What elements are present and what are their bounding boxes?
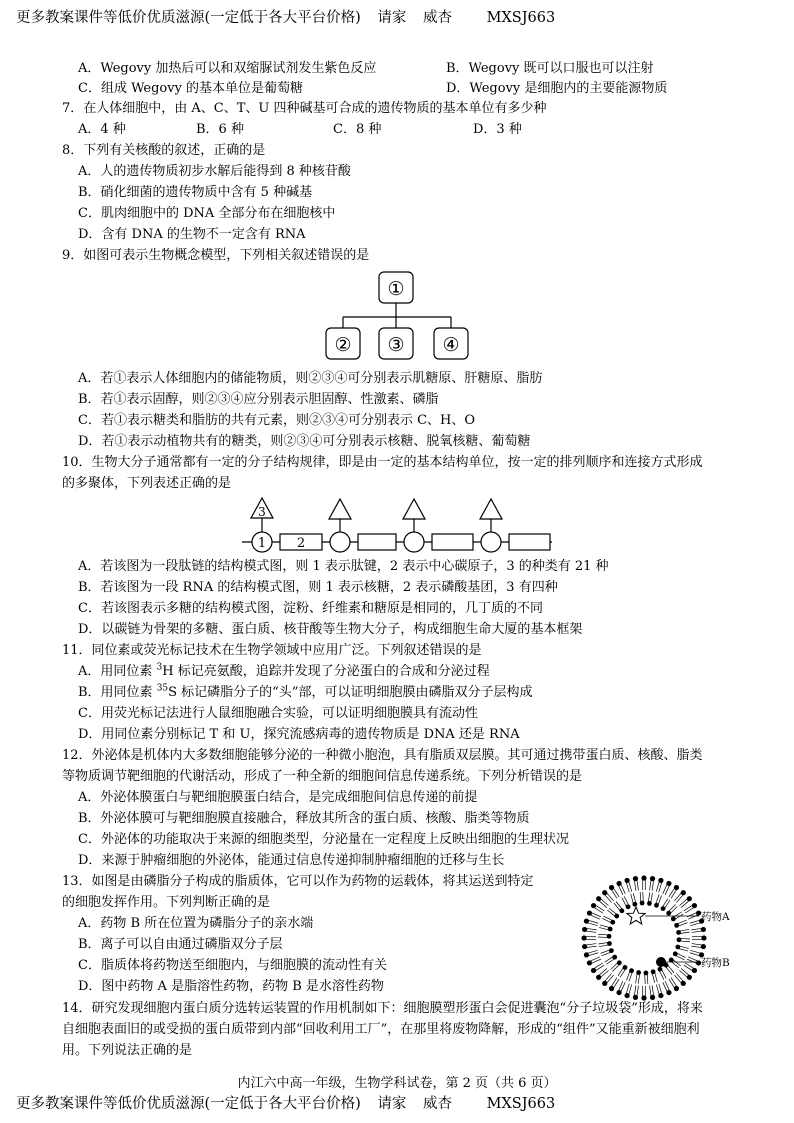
box-2-label: ②	[334, 334, 352, 356]
q6-option-c: C．组成 Wegovy 的基本单位是葡萄糖	[78, 81, 304, 96]
banner-code: MXSJ663	[486, 1096, 556, 1112]
circle-c	[404, 532, 424, 552]
banner-contact-2: 威杏	[423, 1096, 453, 1112]
page-footer: 内江六中高一年级，生物学科试卷，第 2 页（共 6 页）	[237, 1076, 557, 1091]
q14-line-3: 用。下列说法正确的是	[62, 1043, 193, 1058]
q12-stem-1: 12．外泌体是机体内大多数细胞能够分泌的一种微小胞泡，具有脂质双层膜。其可通过携带蛋白质、核酸、脂类	[62, 748, 703, 763]
banner-contact-2: 威杏	[423, 10, 453, 26]
q9-option-b: B．若①表示固醇，则②③④应分别表示胆固醇、性激素、磷脂	[78, 392, 439, 407]
q11-option-b: B．用同位素 $^{35}$S 标记磷脂分子的“头”部，可以证明细胞膜由磷脂双分子层构成	[78, 683, 533, 700]
q10-option-d: D．以碳链为骨架的多糖、蛋白质、核苷酸等生物大分子，构成细胞生命大厦的基本框架	[78, 622, 583, 637]
rect-d	[509, 534, 550, 550]
q8-option-b: B．硝化细菌的遗传物质中含有 5 种碱基	[78, 185, 313, 200]
drug-b-label: 药物B	[701, 957, 730, 969]
q10-option-a: A．若该图为一段肽链的结构模式图，则 1 表示肽键，2 表示中心碳原子，3 的种类有 21 种	[78, 559, 609, 574]
label-1: 1	[257, 536, 267, 551]
box-4-label: ④	[442, 334, 460, 356]
q8-option-a: A．人的遗传物质初步水解后能得到 8 种核苷酸	[78, 164, 351, 179]
triangle-c	[403, 499, 425, 519]
banner-text: 更多教案课件等低价优质滋源(一定低于各大平台价格)	[16, 10, 361, 26]
q10-option-b: B．若该图为一段 RNA 的结构模式图，则 1 表示核糖，2 表示磷酸基团，3 有四种	[78, 580, 558, 595]
q8-stem: 8．下列有关核酸的叙述，正确的是	[62, 143, 266, 158]
banner-code: MXSJ663	[486, 10, 556, 26]
q12-option-d: D．来源于肿瘤细胞的外泌体，能通过信息传递抑制肿瘤细胞的迁移与生长	[78, 853, 505, 868]
q11-option-c: C．用荧光标记法进行人鼠细胞融合实验，可以证明细胞膜具有流动性	[78, 706, 478, 721]
concept-model-diagram	[320, 270, 470, 362]
q9-stem: 9．如图可表示生物概念模型，下列相关叙述错误的是	[62, 248, 370, 263]
drug-b-dot	[656, 957, 666, 967]
q10-option-c: C．若该图表示多糖的结构模式图，淀粉、纤维素和糖原是相同的，几丁质的不同	[78, 601, 543, 616]
box-1-label: ①	[387, 278, 405, 300]
q6-option-d: D．Wegovy 是细胞内的主要能源物质	[446, 81, 668, 96]
circle-d	[481, 532, 501, 552]
q13-option-d: D．图中药物 A 是脂溶性药物，药物 B 是水溶性药物	[78, 979, 384, 994]
q12-option-c: C．外泌体的功能取决于来源的细胞类型，分泌量在一定程度上反映出细胞的生理状况	[78, 832, 569, 847]
q10-stem-2: 的多聚体，下列表述正确的是	[62, 476, 232, 491]
q6-option-a: A．Wegovy 加热后可以和双缩脲试剂发生紫色反应	[78, 61, 377, 76]
q13-stem-2: 的细胞发挥作用。下列判断正确的是	[62, 895, 271, 910]
q7-option-c: C．8 种	[333, 122, 382, 137]
q13-stem-1: 13．如图是由磷脂分子构成的脂质体，它可以作为药物的运载体，将其运送到特定	[62, 874, 534, 889]
drug-a-label: 药物A	[701, 911, 730, 923]
q9-option-a: A．若①表示人体细胞内的储能物质，则②③④可分别表示肌糖原、肝糖原、脂肪	[78, 371, 543, 386]
q8-option-d: D．含有 DNA 的生物不一定含有 RNA	[78, 227, 306, 242]
top-banner	[16, 6, 778, 27]
q14-line-1: 14．研究发现细胞内蛋白质分选转运装置的作用机制如下：细胞膜塑形蛋白会促进囊泡“分子垃圾袋”形成，将来	[62, 1001, 703, 1016]
banner-text: 更多教案课件等低价优质滋源(一定低于各大平台价格)	[16, 1096, 361, 1112]
rect-c	[432, 534, 473, 550]
q6-option-b: B．Wegovy 既可以口服也可以注射	[446, 61, 654, 76]
box-3-label: ③	[387, 334, 405, 356]
q14-line-2: 自细胞表面旧的或受损的蛋白质带到内部“回收利用工厂”，在那里将废物降解，形成的“组件”又能重新被细胞利	[62, 1022, 700, 1037]
q9-option-d: D．若①表示动植物共有的糖类，则②③④可分别表示核糖、脱氧核糖、葡萄糖	[78, 434, 531, 449]
q13-option-b: B．离子可以自由通过磷脂双分子层	[78, 937, 283, 952]
label-2: 2	[296, 536, 306, 551]
triangle-d	[480, 499, 502, 519]
label-3: 3	[258, 505, 266, 519]
q7-option-b: B．6 种	[196, 122, 244, 137]
q7-stem: 7．在人体细胞中，由 A、C、T、U 四种碱基可合成的遗传物质的基本单位有多少种	[62, 101, 547, 116]
banner-contact-1: 请家	[377, 10, 407, 26]
q9-option-c: C．若①表示糖类和脂肪的共有元素，则②③④可分别表示 C、H、O	[78, 413, 476, 428]
q12-option-a: A．外泌体膜蛋白与靶细胞膜蛋白结合，是完成细胞间信息传递的前提	[78, 790, 478, 805]
rect-b	[358, 534, 396, 550]
q12-option-b: B．外泌体膜可与靶细胞膜直接融合，释放其所含的蛋白质、核酸、脂类等物质	[78, 811, 530, 826]
q12-stem-2: 等物质调节靶细胞的代谢活动，形成了一种全新的细胞间信息传递系统。下列分析错误的是	[62, 769, 583, 784]
q8-option-c: C．肌肉细胞中的 DNA 全部分布在细胞核中	[78, 206, 336, 221]
q13-option-a: A．药物 B 所在位置为磷脂分子的亲水端	[78, 916, 314, 931]
drug-a-star	[627, 907, 645, 924]
q7-option-a: A．4 种	[78, 122, 126, 137]
q7-option-d: D．3 种	[473, 122, 522, 137]
circle-b	[330, 532, 350, 552]
triangle-b	[329, 499, 351, 519]
q13-option-c: C．脂质体将药物送至细胞内，与细胞膜的流动性有关	[78, 958, 387, 973]
liposome-diagram	[566, 875, 766, 1005]
polymer-chain-diagram	[240, 495, 560, 557]
q11-option-a: A．用同位素 $^3$H 标记亮氨酸，追踪并发现了分泌蛋白的合成和分泌过程	[78, 662, 490, 679]
bottom-banner	[16, 1092, 778, 1113]
banner-contact-1: 请家	[377, 1096, 407, 1112]
q11-option-d: D．用同位素分别标记 T 和 U，探究流感病毒的遗传物质是 DNA 还是 RNA	[78, 727, 520, 742]
q11-stem: 11．同位素或荧光标记技术在生物学领域中应用广泛。下列叙述错误的是	[62, 643, 482, 658]
q10-stem-1: 10．生物大分子通常都有一定的分子结构规律，即是由一定的基本结构单位，按一定的排列顺序和连接方式形成	[62, 455, 703, 470]
